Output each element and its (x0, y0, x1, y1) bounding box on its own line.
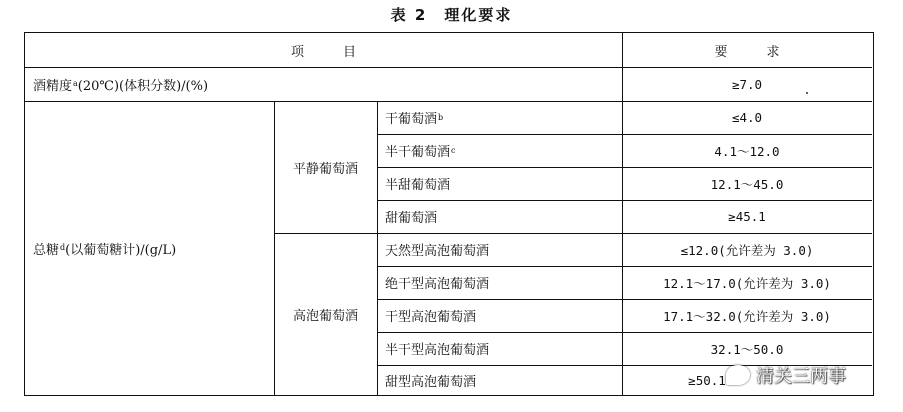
row-name: 半干葡萄酒 (385, 145, 451, 160)
table-row-name: 半甜葡萄酒 (385, 178, 451, 193)
wechat-icon (726, 365, 750, 385)
table-title: 表 2 理化要求 (390, 6, 513, 24)
alcohol-label: 酒精度 a (20℃)(体积分数)/(%) (25, 67, 622, 101)
table-row-name: 甜型高泡葡萄酒 (385, 374, 477, 390)
header-item: 项 目 (290, 44, 356, 60)
table-row-name: 绝干型高泡葡萄酒 (385, 277, 490, 292)
sparkling-wine-group: 高泡葡萄酒 (292, 308, 358, 324)
watermark-text: 清关三两事 (756, 366, 846, 387)
alcohol-label-a: 酒精度 (33, 78, 73, 94)
table-row-value: 32.1～50.0 (710, 341, 784, 357)
table-row-name: 天然型高泡葡萄酒 (385, 244, 490, 259)
table-row-name: 半干型高泡葡萄酒 (385, 343, 490, 358)
header-requirement: 要 求 (714, 44, 780, 60)
table-row-value: 12.1～17.0(允许差为 3.0) (663, 275, 831, 291)
sugar-label: 总糖 d (以葡萄糖计)/(g/L) (25, 101, 274, 395)
row-name: 干葡萄酒 (385, 112, 438, 127)
table-row-value: 4.1～12.0 (714, 143, 780, 159)
requirements-table (24, 32, 874, 396)
alcohol-value: ≥7.0 (731, 76, 763, 92)
table-row-name: 干型高泡葡萄酒 (385, 310, 477, 325)
table-row-value: ≥45.1 (728, 209, 766, 224)
alcohol-label-b: (20℃)(体积分数)/(%) (77, 78, 209, 94)
table-row-value: 12.1～45.0 (710, 176, 784, 192)
still-wine-group: 平静葡萄酒 (292, 161, 358, 177)
table-row-name: 半干葡萄酒 c (377, 134, 622, 167)
table-row-name: 甜葡萄酒 (385, 211, 438, 226)
sugar-label-b: (以葡萄糖计)/(g/L) (65, 242, 177, 258)
table-row-value: ≤4.0 (731, 110, 763, 125)
table-row-value: ≤12.0(允许差为 3.0) (680, 242, 814, 258)
table-row-value: ≥50.1 (688, 372, 726, 388)
sugar-label-a: 总糖 (33, 242, 60, 258)
table-row-name: 干葡萄酒 b (377, 101, 622, 134)
table-row-value: 17.1～32.0(允许差为 3.0) (663, 308, 831, 324)
watermark (726, 358, 886, 392)
scan-speck (806, 92, 808, 94)
